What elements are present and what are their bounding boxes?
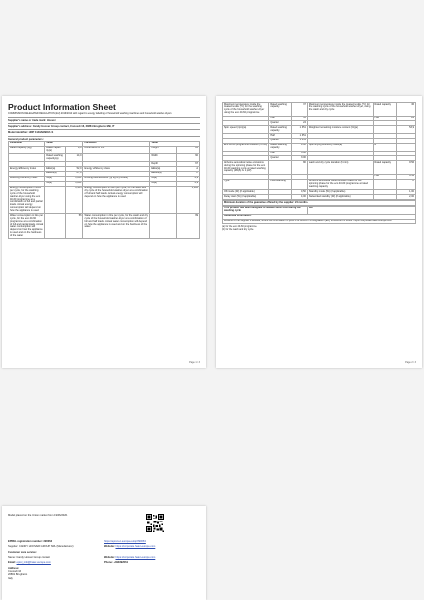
table-cell bbox=[292, 179, 307, 190]
table-cell: 1 351 bbox=[292, 138, 307, 143]
table-cell: Height bbox=[150, 146, 177, 154]
table-row bbox=[223, 126, 416, 134]
table-cell: Iw(a) bbox=[45, 176, 66, 181]
table-cell: Washing efficiency index bbox=[9, 176, 45, 181]
table-cell: Half bbox=[373, 116, 396, 121]
document-page-2 bbox=[216, 96, 422, 368]
table-cell: 36 bbox=[396, 103, 415, 117]
page-title: Product Information Sheet bbox=[8, 102, 116, 112]
eprel-number: EPREL registration number: 390063 bbox=[8, 540, 53, 543]
table-cell: Spin-drying efficiency class(a) bbox=[307, 143, 373, 151]
table-cell: 52,0 bbox=[66, 167, 83, 172]
customer-care-website-link[interactable]: https://corporate.haier-europe.com bbox=[115, 556, 156, 560]
table-cell: Iw(a) bbox=[150, 181, 177, 186]
table-cell: 1,031 bbox=[66, 176, 83, 181]
address-line-2: 20861 Brugherio bbox=[8, 573, 28, 577]
product-parameters-table bbox=[8, 141, 200, 240]
table-cell bbox=[396, 143, 415, 151]
table-cell: Delay start (W) (if applicable) bbox=[223, 195, 269, 200]
table-cell: 85 bbox=[177, 146, 200, 154]
customer-care-row bbox=[8, 551, 200, 554]
table-cell: EEIw(a) bbox=[45, 167, 66, 172]
table-cell: Rated capacity (kg) bbox=[9, 146, 45, 154]
table-cell: Rated washing capacity bbox=[269, 143, 292, 151]
table-cell bbox=[83, 154, 150, 162]
table-cell: 60 bbox=[177, 154, 200, 162]
table-cell: 3:00 bbox=[292, 156, 307, 161]
table-cell: EEIw(a) bbox=[150, 167, 177, 172]
table-cell: Rated capac-ity(a) bbox=[45, 146, 66, 154]
header-cell: Parameter bbox=[9, 141, 45, 146]
table-cell: Energy Efficiency Index bbox=[9, 167, 45, 172]
table-row bbox=[223, 206, 416, 214]
table-row bbox=[223, 219, 416, 224]
table-cell: Type bbox=[223, 179, 269, 190]
table-cell: Rated capacity bbox=[373, 161, 396, 175]
table-cell: 6:52 bbox=[396, 174, 415, 179]
table-cell: 1,031 bbox=[66, 181, 83, 186]
header-cell: Value bbox=[45, 141, 83, 146]
table-cell: Rinsing effectiveness ( g/ kg dry textile) bbox=[83, 176, 150, 181]
qr-code-icon[interactable] bbox=[146, 514, 164, 532]
table-cell: 2,00 bbox=[396, 195, 415, 200]
table-cell: A bbox=[177, 167, 200, 172]
address-line-1: Conosdi 16 bbox=[8, 570, 22, 574]
table-cell: 4,9 bbox=[177, 176, 200, 181]
guarantee-text: Minimum duration of the guarantee offered by the supplier: 24 months. bbox=[223, 201, 416, 206]
table-row bbox=[9, 186, 200, 214]
supplier-address: Supplier's address: Candy Hoover Group contact, Conosdi 16, 20861 Brugherio MB, IT bbox=[8, 125, 115, 129]
eprel-link[interactable]: https://eprel.ec.europa.eu/qr/390063 bbox=[104, 540, 146, 543]
supplier-row bbox=[8, 545, 200, 548]
table-cell: Iw(a) bbox=[45, 181, 66, 186]
table-cell: Free-standing bbox=[269, 179, 292, 190]
contact-row bbox=[8, 561, 200, 564]
table-cell: Standby mode (W) (if applicable) bbox=[307, 190, 373, 195]
table-cell: Energy consumption in kWh per cycle, for the washing cycle of the household washer-dryer using the eco 40-60 programme at a combination of full and partial loads. Actual energy consumption will depend on how the appliance is used bbox=[9, 186, 45, 214]
supplier-text: Supplier: CANDY HOOVER GROUP SRL (Manufacturer) bbox=[8, 545, 74, 549]
table-cell: 9,0 bbox=[66, 146, 83, 154]
table-cell bbox=[150, 186, 177, 214]
table-row bbox=[9, 146, 200, 154]
table-cell bbox=[150, 214, 177, 239]
website-label: Website: bbox=[104, 556, 115, 560]
table-cell: Half bbox=[269, 116, 292, 121]
table-cell: 9:56 bbox=[396, 161, 415, 175]
table-row bbox=[223, 103, 416, 117]
address-line-3: Italy bbox=[8, 576, 13, 580]
header-cell: Parameter bbox=[83, 141, 150, 146]
footnote-a: (a) for the eco 40-60 programme. bbox=[222, 225, 258, 229]
general-parameters-heading: General product parameters: bbox=[8, 137, 44, 141]
table-cell: 5,095 bbox=[177, 186, 200, 214]
table-cell: wash and dry cycle duration (h:min) bbox=[307, 161, 373, 175]
table-cell: Networked standby (W) (if applicable) bbox=[307, 195, 373, 200]
table-cell: Energy consumption in kWh per cycle, for the wash and dry cycle of the household washer-dryer at a combination of full and half loads. Actual energy consumption will depend on how the appliance is used bbox=[83, 186, 150, 214]
table-cell: Water consumption in litre per cycle, for the eco 40-60 programme at a combination of full and partial loads. Actual water consumption will depend on how the appliance is used and on the hardness of the water bbox=[10, 213, 44, 238]
table-cell: C bbox=[396, 179, 415, 190]
product-parameters-table-continued bbox=[222, 102, 416, 200]
table-cell: Airborne acoustical noise emissions during the spinning phase for the eco 40-60 washing cycle at rated washing capacity (dB(A) re 1 pW) bbox=[223, 161, 269, 175]
table-cell: 4:00 bbox=[292, 143, 307, 151]
eprel-row bbox=[8, 540, 200, 543]
table-row bbox=[223, 179, 416, 190]
table-cell: Half bbox=[269, 151, 292, 156]
weblink-text: Weblink to the supplier's website, where the information in point 9 of Annex II to Regulation (EU) 2019/2023 is found: https://corporate.haier-europe.com bbox=[223, 219, 416, 224]
table-cell bbox=[45, 186, 66, 214]
table-cell: Maximum temperature inside the treated textile (°C) for the washing cycle of the household washer-dryer using the eco 40-60 programme bbox=[223, 103, 269, 117]
table-cell: Half bbox=[373, 174, 396, 179]
table-cell: Rated washing capacity bbox=[269, 103, 292, 117]
market-placement-text: Model placed on the Union market from 19/06/2020. bbox=[8, 514, 68, 517]
table-cell: 37 bbox=[292, 103, 307, 117]
table-cell: Weighted remaining moisture content (%)(a) bbox=[307, 126, 373, 134]
table-cell: Dimensions in cm bbox=[83, 146, 150, 154]
table-cell: 53,9 bbox=[396, 126, 415, 134]
table-cell bbox=[45, 214, 66, 239]
table-cell: Iw(a) bbox=[150, 176, 177, 181]
table-cell: 1 351 bbox=[292, 134, 307, 139]
table-row bbox=[9, 214, 200, 239]
header-cell: Value bbox=[150, 141, 200, 146]
table-cell: 24 bbox=[292, 121, 307, 126]
table-cell: Rated washing capacity(a) bbox=[45, 154, 66, 162]
table-cell: 35 bbox=[292, 116, 307, 121]
silver-ions-label: This product has been designed to release silver ions during the washing cycle bbox=[223, 206, 308, 214]
table-cell: Energy efficiency class bbox=[83, 167, 150, 172]
table-cell: 0,50 bbox=[292, 190, 307, 195]
table-cell: 87,0 bbox=[66, 171, 83, 176]
table-cell: EEIwd(a) bbox=[150, 171, 177, 176]
table-cell: Quarter bbox=[269, 138, 292, 143]
table-cell: Half bbox=[269, 134, 292, 139]
table-cell: Rated capacity bbox=[373, 103, 396, 117]
email-link[interactable]: eprel_info@haier-europe.com bbox=[16, 561, 51, 565]
table-cell: Rated washing capacity bbox=[269, 126, 292, 134]
table-cell: Airborne acoustical noise emission class for the spinning phase for the eco 40-60 programme at rated washing capacity bbox=[307, 179, 373, 190]
table-cell: 3:00 bbox=[292, 151, 307, 156]
table-cell bbox=[373, 179, 396, 190]
table-cell: 67 bbox=[177, 162, 200, 167]
customer-care-name: Name: Candy Hoover Group contact bbox=[8, 556, 50, 560]
table-cell: 1 351 bbox=[292, 126, 307, 134]
table-cell bbox=[373, 195, 396, 200]
table-cell: F bbox=[177, 171, 200, 176]
table-cell: Width bbox=[150, 154, 177, 162]
additional-info-label: Additional information: bbox=[223, 214, 416, 219]
customer-care-heading: Customer care service: bbox=[8, 550, 37, 554]
table-cell: Eco 40-60 programme duration (h:min) bbox=[223, 143, 269, 151]
table-cell bbox=[9, 154, 45, 162]
table-cell: 56 bbox=[66, 214, 83, 239]
table-row bbox=[223, 143, 416, 151]
document-page-1 bbox=[2, 96, 206, 368]
website-label: Website: bbox=[104, 545, 115, 549]
table-cell: Depth bbox=[150, 162, 177, 167]
table-cell: Water consumption in litre per cycle, for the wash and dry cycle of the household washer-dryer at a combination of full and half loads. Actual water consumption will depend on how the appliance is used and on the hardness of the water bbox=[83, 214, 150, 239]
table-cell: EEIwd(a) bbox=[45, 171, 66, 176]
supplier-name: Supplier's name or trade mark: Hoover bbox=[8, 118, 56, 122]
table-row bbox=[223, 161, 416, 175]
table-cell: Off-mode (W) (if applicable) bbox=[223, 190, 269, 195]
table-cell: 1,00 bbox=[396, 190, 415, 195]
supplier-website-link[interactable]: https://corporate.haier-europe.com bbox=[115, 545, 156, 549]
page-number: Page 2 / 3 bbox=[405, 361, 416, 364]
table-cell: B bbox=[373, 143, 396, 151]
footnote-b: (b) for the wash and dry cycle. bbox=[222, 228, 255, 232]
silver-ions-table bbox=[222, 206, 416, 225]
table-cell: 0,564 bbox=[66, 186, 83, 214]
table-cell: Maximum temperature inside the treated textile (°C) for the washing cycle of the household washer-dryer, using the wash and dry cycle bbox=[307, 103, 373, 117]
table-cell: 4,00 bbox=[292, 195, 307, 200]
regulation-subtitle: COMMISSION DELEGATED REGULATION (EU) 2019/2014 with regard to energy labelling of household washing machines and household washer-dryers bbox=[8, 112, 172, 115]
model-identifier: Model identifier: HDP 4149AMBC/1-S bbox=[8, 131, 54, 135]
table-cell: 4,9 bbox=[177, 181, 200, 186]
phone-number: Phone: +390392061 bbox=[104, 561, 129, 565]
table-cell: 14,0 bbox=[66, 154, 83, 162]
table-cell: 24 bbox=[396, 116, 415, 121]
table-cell: 80 bbox=[292, 161, 307, 175]
email-label: Email: bbox=[8, 561, 16, 565]
table-row bbox=[223, 195, 416, 200]
table-cell bbox=[373, 126, 396, 134]
table-cell: Quarter bbox=[269, 156, 292, 161]
page-number: Page 1 / 3 bbox=[189, 361, 200, 364]
document-page-3 bbox=[2, 506, 206, 600]
table-row bbox=[9, 154, 200, 162]
table-cell bbox=[269, 195, 292, 200]
table-cell: Quarter bbox=[269, 121, 292, 126]
table-cell: Spin speed (rpm)(a) bbox=[223, 126, 269, 134]
address-heading: Address: bbox=[8, 566, 20, 570]
silver-ions-value: NO bbox=[307, 206, 415, 214]
table-row bbox=[223, 201, 416, 206]
table-cell bbox=[269, 161, 292, 175]
table-cell: 99 bbox=[177, 214, 200, 239]
name-row bbox=[8, 556, 200, 559]
